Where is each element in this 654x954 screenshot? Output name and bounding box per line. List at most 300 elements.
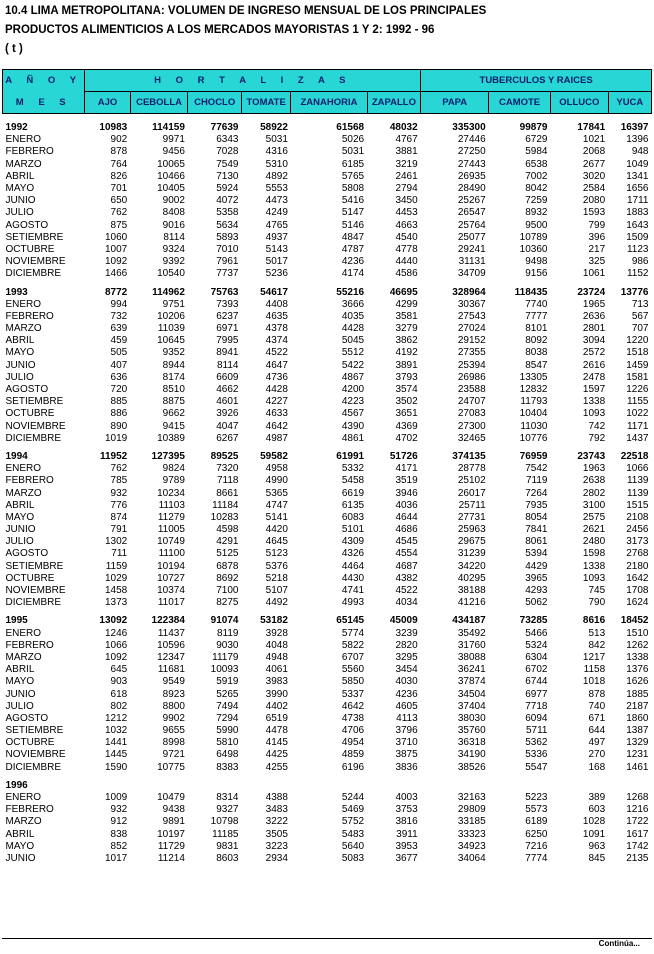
table-cell: 4429 [525,560,548,572]
table-cell: 4545 [395,536,418,548]
table-cell: 38526 [457,761,486,773]
table-cell: 9751 [162,298,185,310]
table-cell: 3710 [395,737,418,749]
year-total-cell: 61568 [336,122,365,134]
table-cell: 4382 [395,572,418,584]
table-cell: 4034 [395,597,418,609]
year-total-cell [85,774,130,792]
table-cell: 8101 [525,323,548,335]
table-cell: 25102 [457,475,486,487]
table-cell: 842 [588,639,606,651]
bottom-rule [2,938,652,939]
header-group-tuberculos: TUBERCULOS Y RAICES [421,70,652,92]
year-total-cell: 13776 [620,286,649,298]
table-cell: 4937 [265,231,288,243]
table-cell: 1461 [626,761,649,773]
table-cell: 1066 [104,639,128,651]
table-cell: 7216 [525,840,548,852]
table-cell: 5553 [265,183,288,195]
month-label: JUNIO [5,359,36,371]
year-total-row [3,609,652,627]
table-cell: 5365 [265,487,288,499]
table-cell: 4453 [395,207,418,219]
table-cell: 4741 [341,585,365,597]
month-label: ABRIL [5,170,35,182]
table-cell: 948 [631,146,649,158]
table-cell: 932 [110,487,128,499]
table-cell: 6744 [525,676,548,688]
table-cell: 799 [588,219,606,231]
table-cell: 2575 [582,511,606,523]
table-row [3,701,652,713]
table-cell: 3173 [626,536,649,548]
table-cell: 7130 [216,170,239,182]
table-row [3,195,652,207]
table-cell: 13305 [519,371,548,383]
month-label: ENERO [5,463,42,475]
table-cell: 4492 [265,597,288,609]
table-cell: 2456 [626,524,649,536]
year-total-cell: 11952 [99,450,128,462]
table-cell: 713 [631,298,649,310]
table-row [3,183,652,195]
table-cell: 4747 [265,499,288,511]
table-cell: 603 [588,804,606,816]
table-cell: 8174 [162,371,185,383]
table-cell: 9824 [162,463,185,475]
table-cell: 4390 [341,420,365,432]
table-cell: 8998 [162,737,185,749]
table-cell: 27024 [457,323,486,335]
table-cell: 6609 [216,371,239,383]
table-cell: 963 [588,840,606,852]
table-cell: 11793 [520,396,548,408]
table-cell: 1626 [626,676,649,688]
table-cell: 3953 [395,840,418,852]
table-cell: 10093 [210,664,239,676]
table-cell: 650 [110,195,128,207]
table-cell: 6196 [341,761,365,773]
table-cell: 9415 [162,420,185,432]
table-cell: 3100 [582,499,606,511]
table-cell: 5062 [525,597,548,609]
table-cell: 4635 [265,310,288,322]
table-cell: 38030 [457,712,486,724]
year-total-cell [608,774,651,792]
table-row [3,159,652,171]
month-label: OCTUBRE [5,408,55,420]
table-cell: 10466 [157,170,185,182]
table-cell: 9324 [162,243,185,255]
table-cell: 9655 [162,725,185,737]
table-cell: 9030 [216,639,239,651]
table-cell: 4847 [341,231,365,243]
table-cell: 6083 [341,511,365,523]
table-row [3,347,652,359]
table-cell: 2478 [582,371,606,383]
year-total-row [3,122,652,134]
month-label: JUNIO [5,852,36,864]
table-cell: 1029 [104,572,128,584]
table-cell: 10798 [210,816,239,828]
table-cell: 4464 [341,560,365,572]
table-cell: 4036 [395,499,418,511]
year-total-cell: 59582 [260,450,288,462]
table-cell: 762 [110,207,128,219]
table-cell: 6702 [525,664,548,676]
table-cell: 27446 [457,134,486,146]
year-total-cell: 54617 [260,286,288,298]
table-row [3,408,652,420]
month-label: DICIEMBRE [5,597,62,609]
table-cell: 9902 [162,712,185,724]
table-cell: 5376 [265,560,288,572]
year-total-cell [241,774,290,792]
year-total-cell: 114962 [152,286,185,298]
table-cell: 7320 [216,463,239,475]
table-row [3,640,652,652]
table-cell: 32465 [457,432,486,444]
table-cell: 2080 [582,195,606,207]
table-cell: 5808 [341,183,365,195]
table-cell: 4291 [216,536,239,548]
year-total-cell: 77639 [210,122,239,134]
month-label: FEBRERO [5,146,54,158]
table-cell: 25764 [457,219,486,231]
table-cell: 1159 [105,560,128,572]
table-cell: 5223 [525,792,548,804]
table-cell: 4227 [265,396,288,408]
table-cell: 4642 [265,420,288,432]
table-cell: 5143 [265,243,288,255]
table-cell: 3965 [525,572,548,584]
table-cell: 764 [110,158,128,170]
month-label: JUNIO [5,688,36,700]
table-cell: 1246 [104,627,128,639]
table-cell: 6189 [525,816,548,828]
table-cell: 8092 [525,335,548,347]
table-cell: 3239 [395,627,418,639]
table-row [3,713,652,725]
table-cell: 5337 [341,688,365,700]
table-cell: 3094 [582,335,606,347]
table-cell: 5560 [341,664,365,676]
table-cell: 1883 [626,207,649,219]
table-cell: 7294 [216,712,239,724]
table-cell: 10749 [157,536,185,548]
table-cell: 1018 [582,676,606,688]
year-total-cell: 58922 [260,122,288,134]
table-cell: 27731 [457,511,486,523]
table-cell: 4113 [396,712,418,724]
table-row [3,536,652,548]
table-cell: 3483 [265,804,288,816]
table-cell: 6538 [525,158,548,170]
table-row [3,585,652,597]
year-total-cell [489,774,551,792]
table-cell: 1061 [582,268,606,280]
table-cell: 878 [110,146,128,158]
table-cell: 4892 [265,170,288,182]
table-cell: 4145 [265,737,288,749]
table-cell: 878 [588,688,606,700]
table-body [3,114,652,866]
table-cell: 4738 [341,712,365,724]
table-cell: 23588 [457,384,486,396]
month-label: MAYO [5,676,35,688]
table-cell: 7549 [216,158,239,170]
table-cell: 2180 [626,560,649,572]
table-cell: 4605 [395,700,418,712]
month-label: AGOSTO [5,219,49,231]
table-cell: 1656 [626,183,649,195]
year-total-cell: 10983 [99,122,128,134]
table-cell: 10206 [157,310,185,322]
table-cell: 5984 [525,146,548,158]
table-cell: 11214 [157,852,185,864]
table-cell: 1139 [626,487,649,499]
table-cell: 5101 [341,524,365,536]
table-cell: 4048 [265,639,288,651]
month-label: SETIEMBRE [5,725,64,737]
month-label: ABRIL [5,335,35,347]
table-cell: 6185 [341,158,365,170]
month-label: MARZO [5,158,42,170]
table-cell: 711 [111,548,128,560]
table-cell: 3677 [395,852,418,864]
table-cell: 38188 [457,585,486,597]
table-cell: 5752 [341,816,365,828]
month-label: ENERO [5,627,42,639]
title-line-1: 10.4 LIMA METROPOLITANA: VOLUMEN DE INGRESO MENSUAL DE LOS PRINCIPALES [5,5,487,17]
table-cell: 4316 [265,146,288,158]
header-group-hortalizas: H O R T A L I Z A S [85,70,421,92]
column-header: CHOCLO [188,92,242,114]
table-cell: 1963 [582,463,606,475]
table-cell: 11437 [157,627,185,639]
table-cell: 8408 [162,207,185,219]
table-cell: 4299 [395,298,418,310]
table-cell: 33185 [457,816,486,828]
year-total-cell: 65145 [336,615,365,627]
table-cell: 10389 [157,432,185,444]
table-cell: 790 [588,597,606,609]
table-cell: 34190 [457,749,486,761]
table-cell: 5031 [265,134,288,146]
table-row [3,524,652,536]
table-cell: 29241 [457,243,486,255]
table-cell: 745 [588,585,606,597]
table-cell: 2135 [626,852,649,864]
table-row [3,762,652,774]
month-label: MAYO [5,511,35,523]
month-label: ABRIL [5,499,35,511]
year-total-cell: 45009 [389,615,418,627]
table-cell: 11103 [158,499,185,511]
table-cell: 25077 [457,231,486,243]
table-row [3,244,652,256]
table-cell: 34220 [457,560,486,572]
table-row [3,573,652,585]
table-row [3,384,652,396]
table-cell: 4236 [341,256,365,268]
table-cell: 4522 [265,347,288,359]
table-cell: 3454 [395,664,418,676]
table-cell: 4030 [395,676,418,688]
table-cell: 9002 [162,195,185,207]
table-cell: 826 [110,170,128,182]
table-cell: 4586 [395,268,418,280]
year-total-cell: 89525 [210,450,239,462]
table-cell: 1373 [104,597,128,609]
table-cell: 4954 [341,737,365,749]
table-cell: 1338 [582,396,606,408]
month-label: AGOSTO [5,548,49,560]
table-cell: 3926 [216,408,239,420]
table-cell: 36318 [457,737,486,749]
table-cell: 2934 [265,852,288,864]
table-cell: 7494 [216,700,239,712]
table-cell: 36241 [457,664,486,676]
table-cell: 5026 [341,134,365,146]
table-cell: 11729 [157,840,185,852]
table-cell: 4293 [525,585,548,597]
table-cell: 2108 [626,511,649,523]
table-row [3,207,652,219]
table-cell: 5394 [525,548,548,560]
table-cell: 4663 [395,219,418,231]
table-cell: 11100 [158,548,185,560]
table-cell: 26935 [457,170,486,182]
table-row [3,749,652,761]
table-cell: 5919 [216,676,239,688]
table-cell: 4171 [395,463,418,475]
table-cell: 4047 [216,420,239,432]
year-total-cell [188,774,242,792]
table-cell: 8800 [162,700,185,712]
table-cell: 2187 [626,700,649,712]
table-cell: 3891 [395,359,418,371]
table-cell: 1338 [582,560,606,572]
table-row [3,841,652,853]
table-row [3,134,652,146]
title-line-3: ( t ) [5,43,23,55]
table-cell: 1009 [104,792,128,804]
table-cell: 1965 [582,298,606,310]
table-cell: 10776 [519,432,548,444]
table-cell: 6971 [216,323,239,335]
table-cell: 3502 [395,396,418,408]
table-cell: 4192 [395,347,418,359]
month-label: MAYO [5,840,35,852]
table-cell: 4473 [265,195,288,207]
table-cell: 5147 [341,207,365,219]
table-cell: 875 [110,219,128,231]
month-label: OCTUBRE [5,243,55,255]
year-total-cell: 23743 [577,450,606,462]
table-cell: 1212 [104,712,128,724]
table-cell: 3223 [265,840,288,852]
table-cell: 11185 [212,828,239,840]
continua-note: Continúa... [598,939,640,948]
month-label: AGOSTO [5,712,49,724]
table-cell: 37874 [457,676,486,688]
table-cell: 12347 [157,651,185,663]
table-cell: 5244 [341,792,365,804]
table-cell: 6519 [265,712,288,724]
table-cell: 6977 [525,688,548,700]
table-cell: 1437 [626,432,649,444]
table-cell: 4645 [265,536,288,548]
table-cell: 7010 [216,243,239,255]
table-cell: 4255 [265,761,288,773]
table-cell: 9352 [162,347,185,359]
year-total-cell [130,774,188,792]
month-label: MARZO [5,487,42,499]
table-cell: 2461 [395,170,418,182]
header-year-label: A Ñ O Y [3,70,85,92]
table-cell: 8603 [216,852,239,864]
month-label: DICIEMBRE [5,268,62,280]
table-cell: 5083 [341,852,365,864]
table-cell: 10065 [157,158,185,170]
year-total-cell: 18452 [620,615,649,627]
table-row [3,421,652,433]
table-row [3,628,652,640]
table-cell: 5265 [216,688,239,700]
table-cell: 1459 [626,359,649,371]
month-label: FEBRERO [5,804,54,816]
year-total-cell: 23724 [577,286,606,298]
table-cell: 32163 [457,792,486,804]
table-cell: 3990 [265,688,288,700]
table-cell: 5634 [216,219,239,231]
table-cell: 9156 [525,268,548,280]
table-cell: 1860 [626,712,649,724]
table-cell: 1598 [582,548,606,560]
table-cell: 4061 [265,664,288,676]
table-cell: 4200 [341,384,365,396]
month-label: JULIO [5,536,34,548]
table-cell: 2480 [582,536,606,548]
month-label: NOVIEMBRE [5,256,66,268]
table-cell: 1302 [104,536,128,548]
table-cell: 24707 [457,396,486,408]
year-total-cell: 8772 [104,286,128,298]
table-cell: 7100 [216,585,239,597]
table-cell: 1007 [104,243,128,255]
table-cell: 1376 [626,664,649,676]
table-cell: 890 [110,420,128,432]
year-total-cell: 99879 [519,122,548,134]
month-label: ABRIL [5,828,35,840]
table-cell: 4767 [395,134,418,146]
table-cell: 3793 [395,371,418,383]
year-total-cell: 46695 [389,286,418,298]
table-cell: 4478 [265,725,288,737]
table-cell: 325 [588,256,606,268]
table-cell: 9891 [162,816,185,828]
table-cell: 1510 [626,627,649,639]
table-row [3,146,652,158]
table-cell: 7393 [216,298,239,310]
table-cell: 2801 [582,323,606,335]
table-cell: 1338 [626,651,649,663]
table-cell: 11017 [157,597,185,609]
table-cell: 7542 [525,463,548,475]
table-cell: 7774 [525,852,548,864]
table-cell: 1022 [626,408,649,420]
